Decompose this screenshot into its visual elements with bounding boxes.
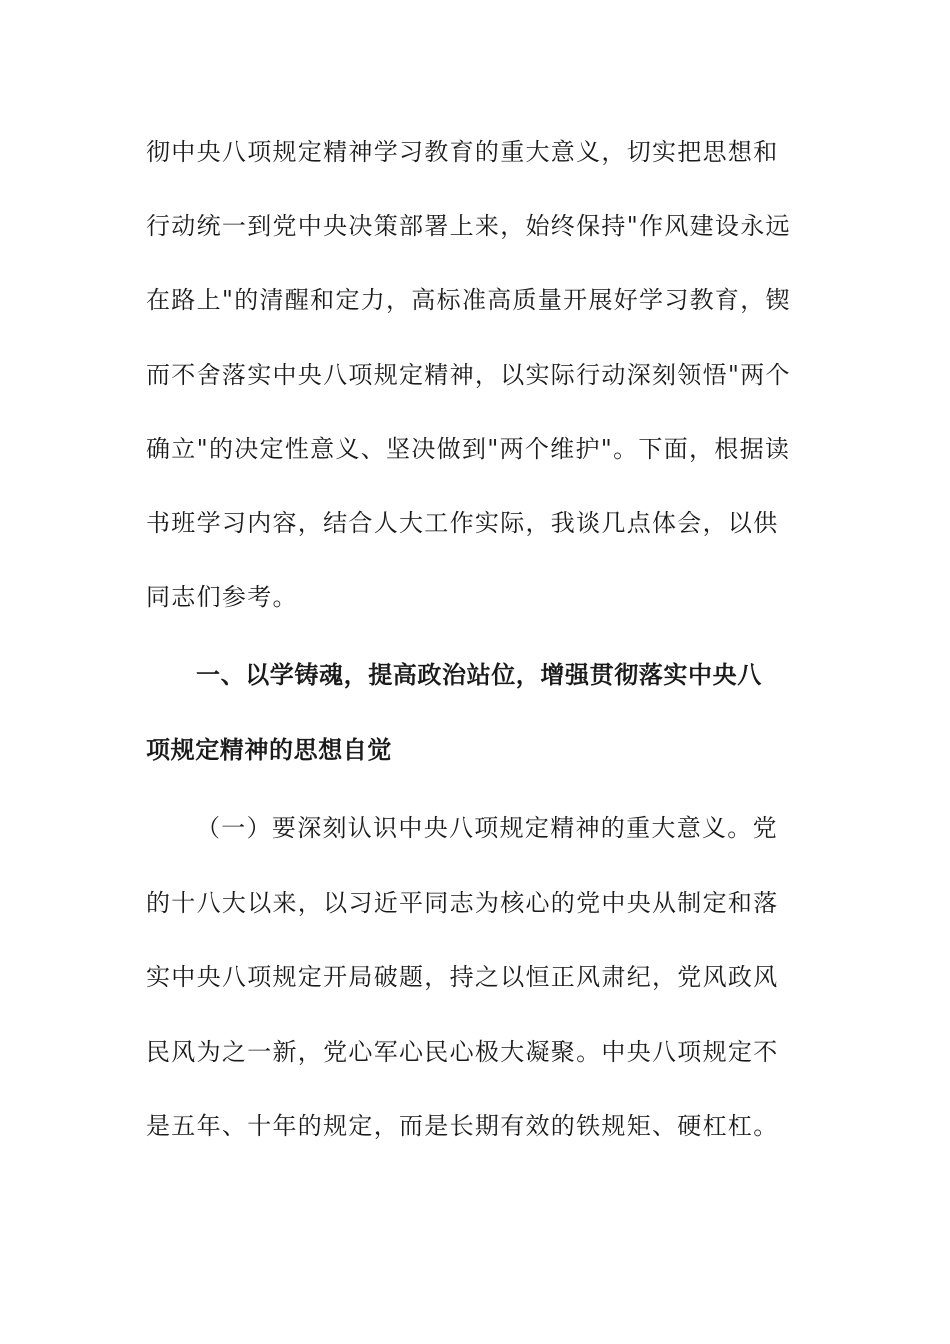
body-text-line: （一）要深刻认识中央八项规定精神的重大意义。党	[196, 814, 778, 842]
body-text-line: 同志们参考。	[146, 583, 298, 611]
body-text-line: 实中央八项规定开局破题，持之以恒正风肃纪，党风政风	[146, 963, 779, 991]
body-text-line: 确立"的决定性意义、坚决做到"两个维护"。下面，根据读	[146, 435, 791, 463]
body-text-line: 行动统一到党中央决策部署上来，始终保持"作风建设永远	[146, 212, 791, 240]
body-text-line: 的十八大以来，以习近平同志为核心的党中央从制定和落	[146, 889, 779, 917]
body-text-line: 书班学习内容，结合人大工作实际，我谈几点体会，以供	[146, 509, 779, 537]
section-heading-line: 一、以学铸魂，提高政治站位，增强贯彻落实中央八	[196, 661, 762, 689]
body-text-line: 民风为之一新，党心军心民心极大凝聚。中央八项规定不	[146, 1038, 779, 1066]
body-text-line: 而不舍落实中央八项规定精神，以实际行动深刻领悟"两个	[146, 361, 791, 389]
body-text-line: 彻中央八项规定精神学习教育的重大意义，切实把思想和	[146, 138, 779, 166]
body-text-line: 是五年、十年的规定，而是长期有效的铁规矩、硬杠杠。	[146, 1112, 779, 1140]
body-text-line: 在路上"的清醒和定力，高标准高质量开展好学习教育，锲	[146, 286, 791, 314]
section-heading-line: 项规定精神的思想自觉	[146, 736, 392, 764]
